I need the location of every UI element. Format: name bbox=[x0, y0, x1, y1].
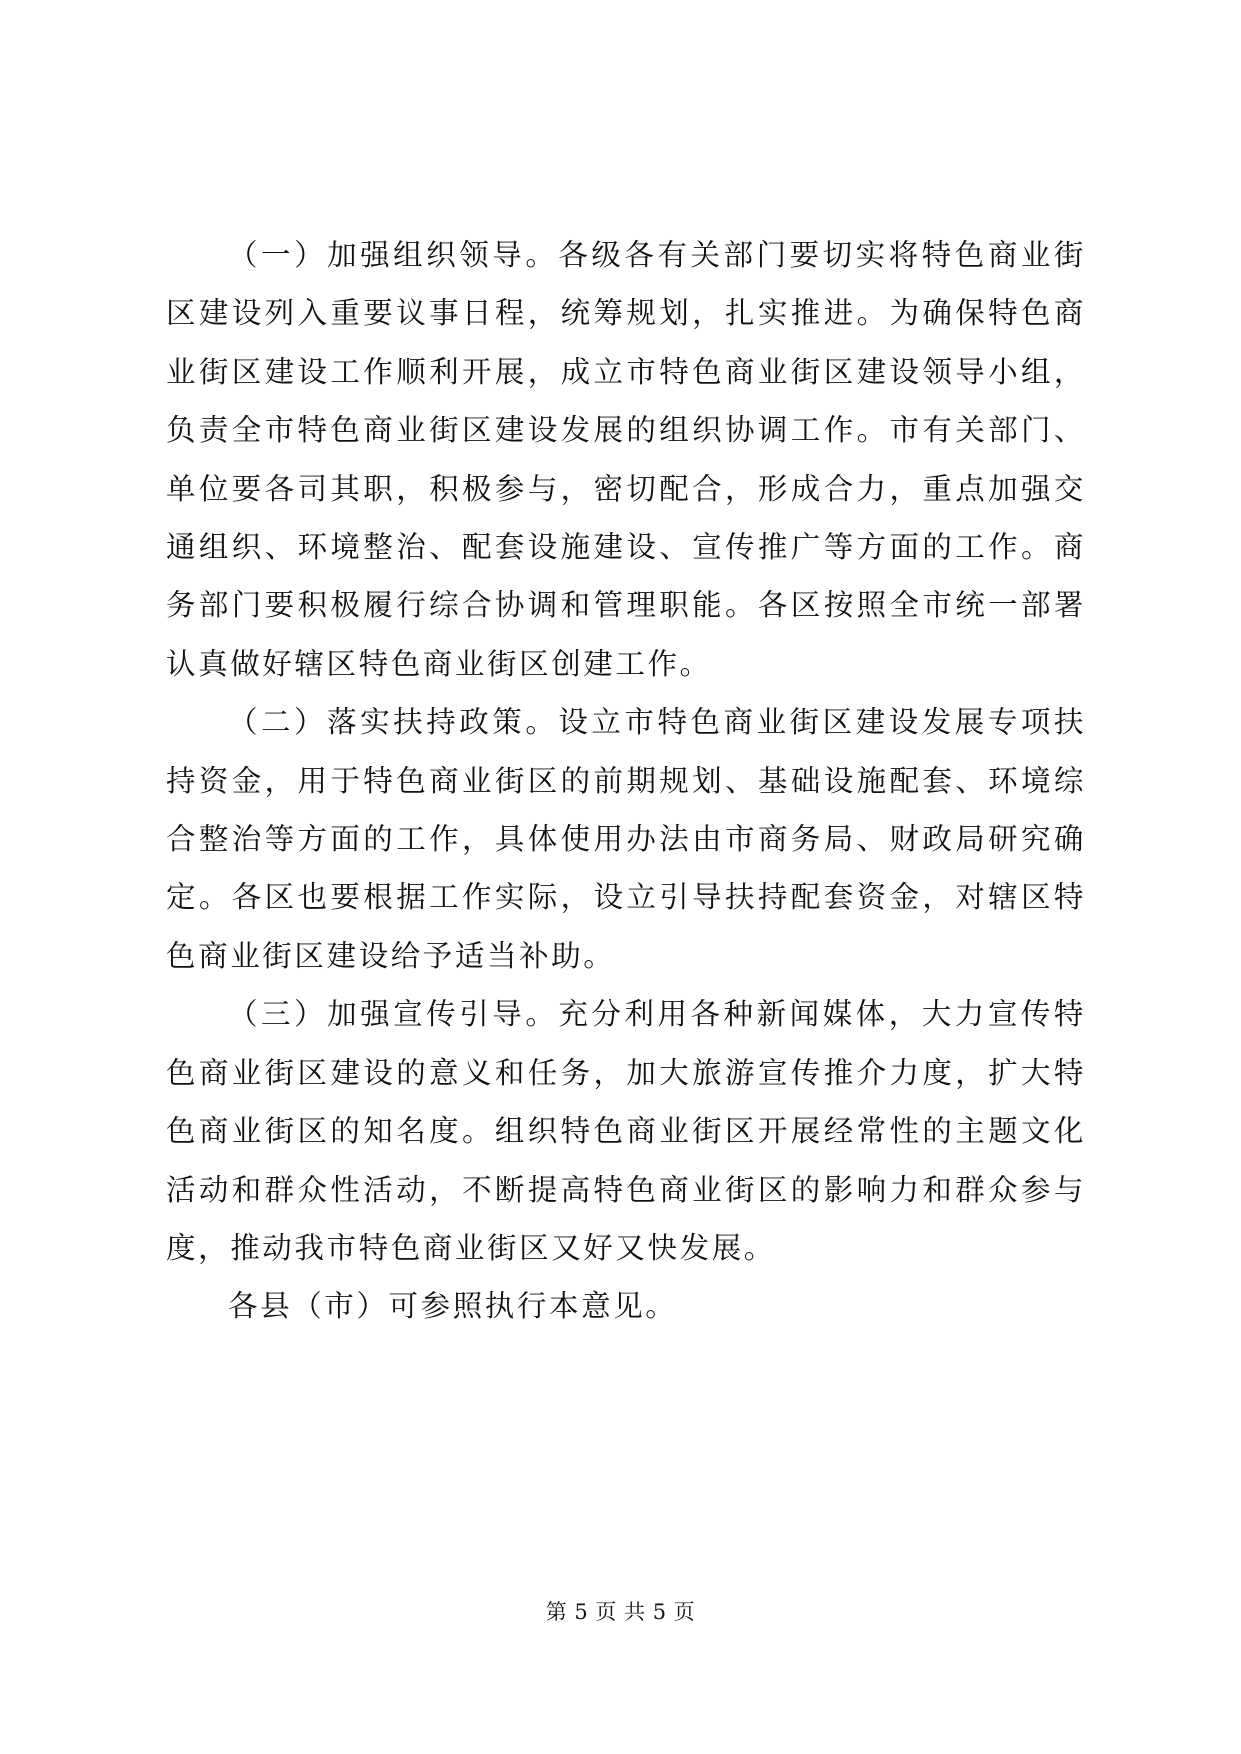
paragraph-closing-note: 各县（市）可参照执行本意见。 bbox=[228, 1289, 678, 1324]
page-number-footer: 第 5 页 共 5 页 bbox=[545, 1600, 696, 1624]
paragraph-publicity-guidance: （三）加强宣传引导。充分利用各种新闻媒体，大力宣传特色商业街区建设的意义和任务，加大旅游宣传推介力度，扩大特色商业街区的知名度。组织特色商业街区开展经常性的主题文化活动和群众性活动，不断提高特色商业街区的影响力和群众参与度，推动我市特色商业街区又好又快发展。 bbox=[166, 997, 1086, 1265]
document-body bbox=[166, 226, 1086, 1336]
paragraph-organization-leadership: （一）加强组织领导。各级各有关部门要切实将特色商业街区建设列入重要议事日程，统筹规划，扎实推进。为确保特色商业街区建设工作顺利开展，成立市特色商业街区建设领导小组，负责全市特色商业街区建设发展的组织协调工作。市有关部门、单位要各司其职，积极参与，密切配合，形成合力，重点加强交通组织、环境整治、配套设施建设、宣传推广等方面的工作。商务部门要积极履行综合协调和管理职能。各区按照全市统一部署认真做好辖区特色商业街区创建工作。 bbox=[166, 238, 1086, 681]
paragraph-support-policy: （二）落实扶持政策。设立市特色商业街区建设发展专项扶持资金，用于特色商业街区的前期规划、基础设施配套、环境综合整治等方面的工作，具体使用办法由市商务局、财政局研究确定。各区也要根据工作实际，设立引导扶持配套资金，对辖区特色商业街区建设给予适当补助。 bbox=[166, 705, 1086, 973]
